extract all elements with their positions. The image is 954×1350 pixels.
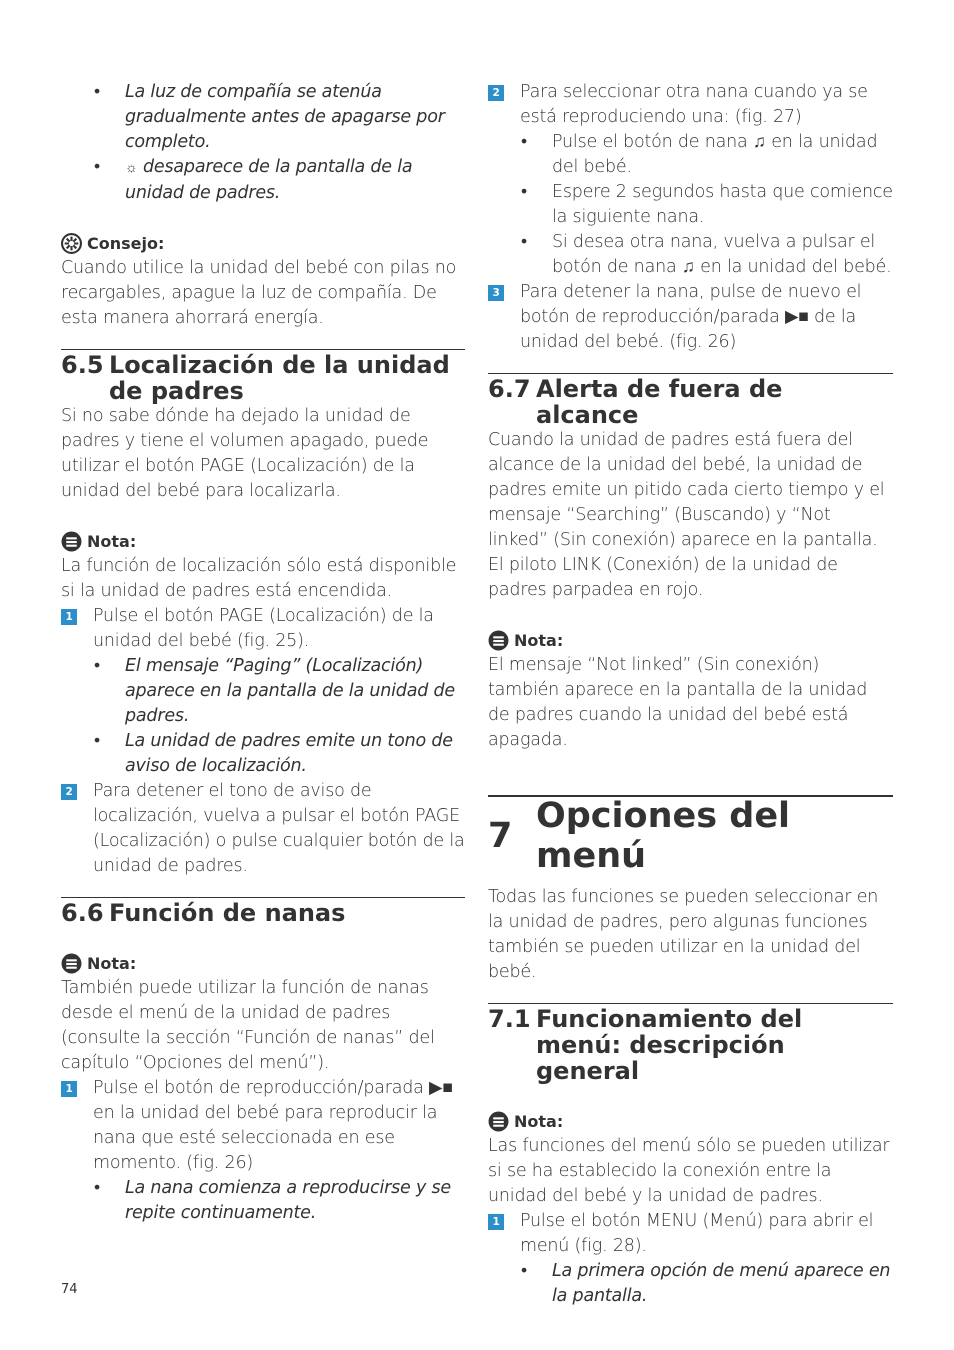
step-text: Pulse el botón PAGE (Localización) de la unidad del bebé (fig. 25). (93, 606, 434, 651)
step-text: Pulse el botón MENU (Menú) para abrir el menú (fig. 28). (520, 1211, 874, 1256)
bullet-text: Pulse el botón de nana ♫ en la unidad del bebé. (552, 132, 878, 177)
bullet: • (94, 656, 100, 676)
bullet: • (94, 731, 100, 751)
note-text: La función de localización sólo está disponible si la unidad de padres está encendida. (61, 556, 457, 601)
right-column (488, 80, 893, 1309)
note-text: También puede utilizar la función de nanas desde el menú de la unidad de padres (consulte la sección “Función de nanas” del capítulo “Opciones del menú”). (61, 978, 435, 1073)
section-title: Alerta de fuera de alcance (536, 375, 783, 429)
note-icon (488, 630, 509, 651)
list-item (61, 729, 465, 779)
bullet: • (521, 182, 527, 202)
note-label: Nota: (514, 1112, 564, 1131)
list-item (61, 1176, 465, 1226)
note-heading (61, 951, 465, 976)
step-text: Para detener el tono de aviso de localización, vuelva a pulsar el botón PAGE (Localización) o pulse cualquier botón de la unidad de padres. (93, 781, 465, 876)
note-heading (488, 1109, 893, 1134)
note-heading (61, 529, 465, 554)
step-badge: 2 (61, 784, 77, 800)
step-badge: 1 (61, 609, 77, 625)
list-item (488, 1259, 893, 1309)
paragraph: Cuando la unidad de padres está fuera del alcance de la unidad del bebé, la unidad de padres emite un pitido cada cierto tiempo y el mensaje “Searching” (Buscando) y “Not linked” (Sin conexión) aparece en la pantalla. El piloto LINK (Conexión) de la unidad de padres parpadea en rojo. (488, 430, 885, 600)
section-number: 6.6 (61, 899, 104, 927)
chapter-number: 7 (488, 816, 513, 856)
bullet: • (94, 157, 100, 177)
list-item (61, 155, 465, 206)
tip-icon (61, 233, 82, 254)
note-icon (488, 1111, 509, 1132)
section-title: Localización de la unidad de padres (109, 351, 450, 405)
bullet-text: La luz de compañía se atenúa gradualmente antes de apagarse por completo. (125, 82, 445, 152)
bullet-text: Si desea otra nana, vuelva a pulsar el botón de nana ♫ en la unidad del bebé. (552, 232, 892, 277)
left-column (61, 80, 465, 1226)
note-icon (61, 531, 82, 552)
tip-heading (61, 231, 465, 256)
sun-icon: ☼ (125, 160, 138, 176)
bullet: • (521, 132, 527, 152)
list-item (488, 230, 893, 280)
tip-label: Consejo: (87, 234, 165, 253)
step-2 (61, 779, 465, 879)
step-badge: 1 (488, 1214, 504, 1230)
section-heading-7-1 (488, 1003, 893, 1084)
note-label: Nota: (514, 631, 564, 650)
chapter-title: Opciones del menú (536, 796, 791, 876)
step-text: Pulse el botón de reproducción/parada ▶■ en la unidad del bebé para reproducir la nana que esté seleccionada en ese momento. (fig. 26) (93, 1078, 453, 1173)
section-title: Función de nanas (109, 899, 346, 927)
section-heading-6-6 (61, 897, 465, 926)
note-text: El mensaje “Not linked” (Sin conexión) también aparece en la pantalla de la unidad de padres cuando la unidad del bebé está apagada. (488, 655, 868, 750)
paragraph: Si no sabe dónde ha dejado la unidad de padres y tiene el volumen apagado, puede utilizar el botón PAGE (Localización) de la unidad del bebé para localizarla. (61, 406, 429, 501)
section-number: 7.1 (488, 1005, 531, 1033)
section-number: 6.7 (488, 375, 531, 403)
list-item (61, 80, 465, 155)
section-number: 6.5 (61, 351, 104, 379)
bullet-text: desaparece de la pantalla de la unidad de padres. (125, 157, 413, 203)
note-label: Nota: (87, 954, 137, 973)
bullet: • (94, 1178, 100, 1198)
note-heading (488, 628, 893, 653)
step-badge: 2 (488, 85, 504, 101)
bullet: • (521, 1261, 527, 1281)
section-heading-6-5 (61, 349, 465, 404)
step-badge: 3 (488, 285, 504, 301)
list-item (488, 130, 893, 180)
bullet-text: La unidad de padres emite un tono de aviso de localización. (125, 731, 453, 776)
bullet: • (521, 232, 527, 252)
tip-text: Cuando utilice la unidad del bebé con pilas no recargables, apague la luz de compañía. De esta manera ahorrará energía. (61, 258, 457, 328)
step-2 (488, 80, 893, 130)
bullet-text: Espere 2 segundos hasta que comience la siguiente nana. (552, 182, 893, 227)
step-text: Para seleccionar otra nana cuando ya se está reproduciendo una: (fig. 27) (520, 82, 868, 127)
paragraph: Todas las funciones se pueden seleccionar en la unidad de padres, pero algunas funciones también se pueden utilizar en la unidad del bebé. (488, 887, 879, 982)
step-1 (61, 604, 465, 654)
step-1 (61, 1076, 465, 1176)
section-heading-6-7 (488, 373, 893, 428)
note-icon (61, 953, 82, 974)
note-label: Nota: (87, 532, 137, 551)
bullet-text: La nana comienza a reproducirse y se repite continuamente. (125, 1178, 451, 1223)
step-3 (488, 280, 893, 355)
bullet: • (94, 82, 100, 102)
bullet-text: La primera opción de menú aparece en la pantalla. (552, 1261, 891, 1306)
list-item (488, 180, 893, 230)
chapter-heading-7 (488, 795, 893, 876)
list-item (61, 654, 465, 729)
note-text: Las funciones del menú sólo se pueden utilizar si se ha establecido la conexión entre la unidad del bebé y la unidad de padres. (488, 1136, 890, 1206)
page-number: 74 (61, 1282, 78, 1297)
section-title: Funcionamiento del menú: descripción general (536, 1005, 803, 1085)
step-1 (488, 1209, 893, 1259)
step-badge: 1 (61, 1081, 77, 1097)
step-text: Para detener la nana, pulse de nuevo el botón de reproducción/parada ▶■ de la unidad del bebé. (fig. 26) (520, 282, 862, 352)
bullet-text: El mensaje “Paging” (Localización) aparece en la pantalla de la unidad de padres. (125, 656, 455, 726)
